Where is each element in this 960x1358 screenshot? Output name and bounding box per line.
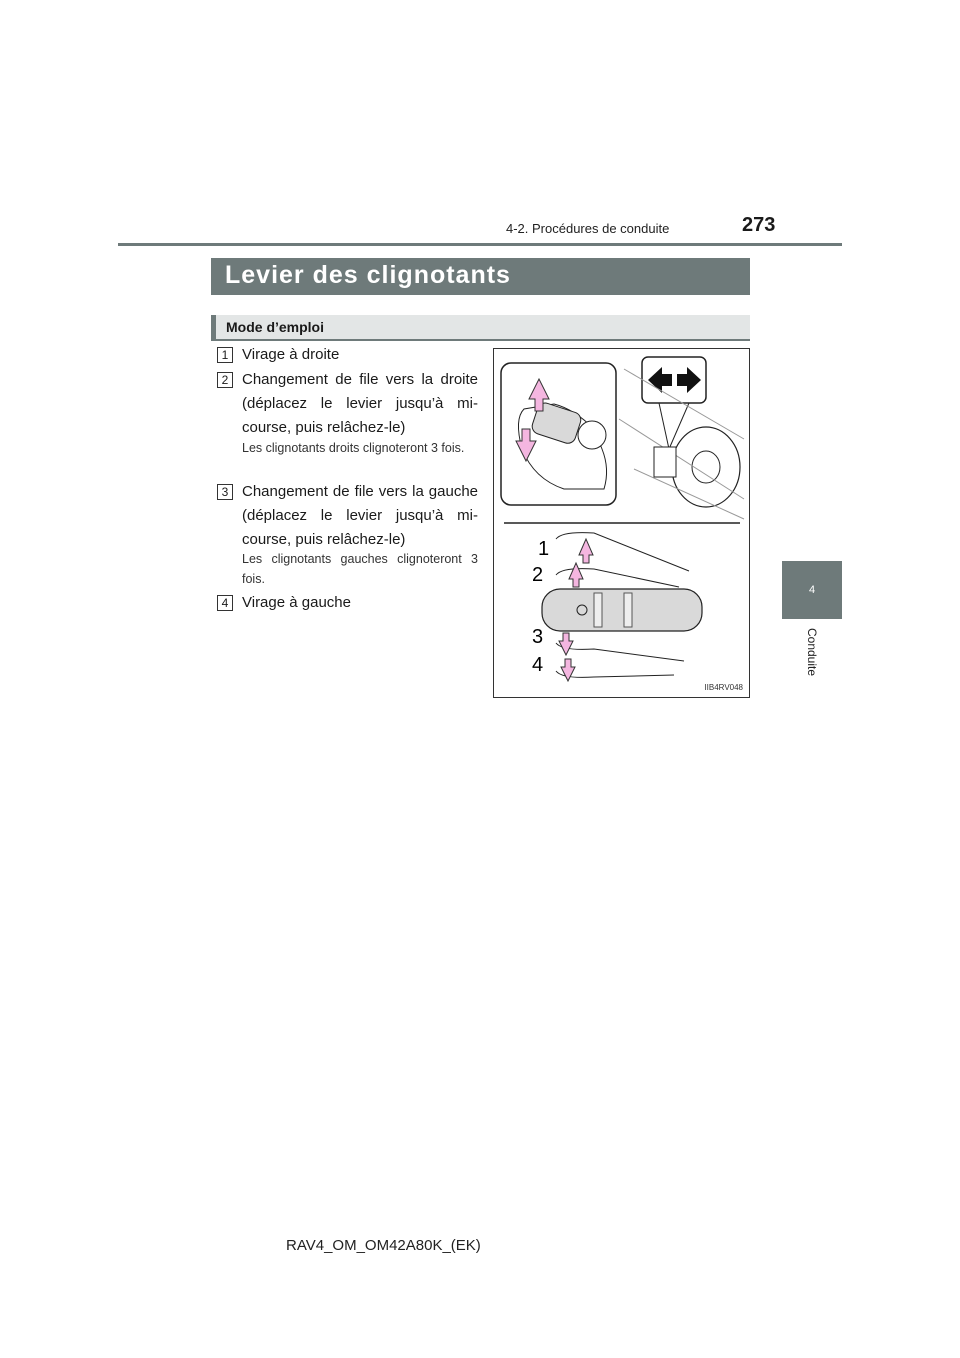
turn-up-half-arrow-icon [569, 563, 583, 587]
item-note: Les clignotants gauches clignoteront 3 fois. [242, 552, 478, 586]
footer-document-code: RAV4_OM_OM42A80K_(EK) [286, 1237, 481, 1254]
turn-up-full-arrow-icon [579, 539, 593, 563]
figure-callout: 1 [538, 538, 550, 560]
chapter-tab [782, 561, 842, 619]
item-number-badge: 1 [217, 347, 233, 363]
item-note: Les clignotants droits clignoteront 3 fois. [242, 441, 465, 455]
item-text: Virage à droite [242, 346, 340, 363]
page-number: 273 [742, 214, 776, 236]
dashboard-view [619, 357, 744, 519]
figure-callout: 4 [532, 654, 544, 676]
item-text: Virage à gauche [242, 594, 351, 611]
chapter-number: 4 [808, 584, 816, 596]
turn-down-full-arrow-icon [561, 659, 575, 681]
figure-callout: 3 [532, 626, 544, 648]
turn-down-half-arrow-icon [559, 633, 573, 655]
subsection-rule [211, 339, 750, 341]
subsection-bar [211, 315, 750, 339]
header-rule [118, 243, 842, 246]
subsection-accent [211, 315, 216, 339]
turn-signal-illustration [494, 349, 749, 697]
header-section-title: 4-2. Procédures de conduite [506, 221, 670, 236]
turn-signal-figure [493, 348, 750, 698]
figure-callout: 2 [532, 564, 544, 586]
hand-on-lever-inset [501, 363, 616, 505]
item-number-badge: 4 [217, 595, 233, 611]
item-text: Changement de file vers la gauche (déplacez le levier jusqu’à mi-course, puis relâchez-le) [242, 483, 478, 548]
item-text: Changement de file vers la droite (déplacez le levier jusqu’à mi-course, puis relâchez-le) [242, 371, 478, 436]
item-number-badge: 3 [217, 484, 233, 500]
section-title: Levier des clignotants [225, 261, 511, 289]
figure-id: IIB4RV048 [704, 683, 743, 692]
section-title-bar [211, 258, 750, 295]
chapter-label: Conduite [805, 627, 819, 677]
item-number-badge: 2 [217, 372, 233, 388]
lever-positions-diagram [532, 533, 702, 681]
subsection-title: Mode d’emploi [226, 319, 324, 335]
